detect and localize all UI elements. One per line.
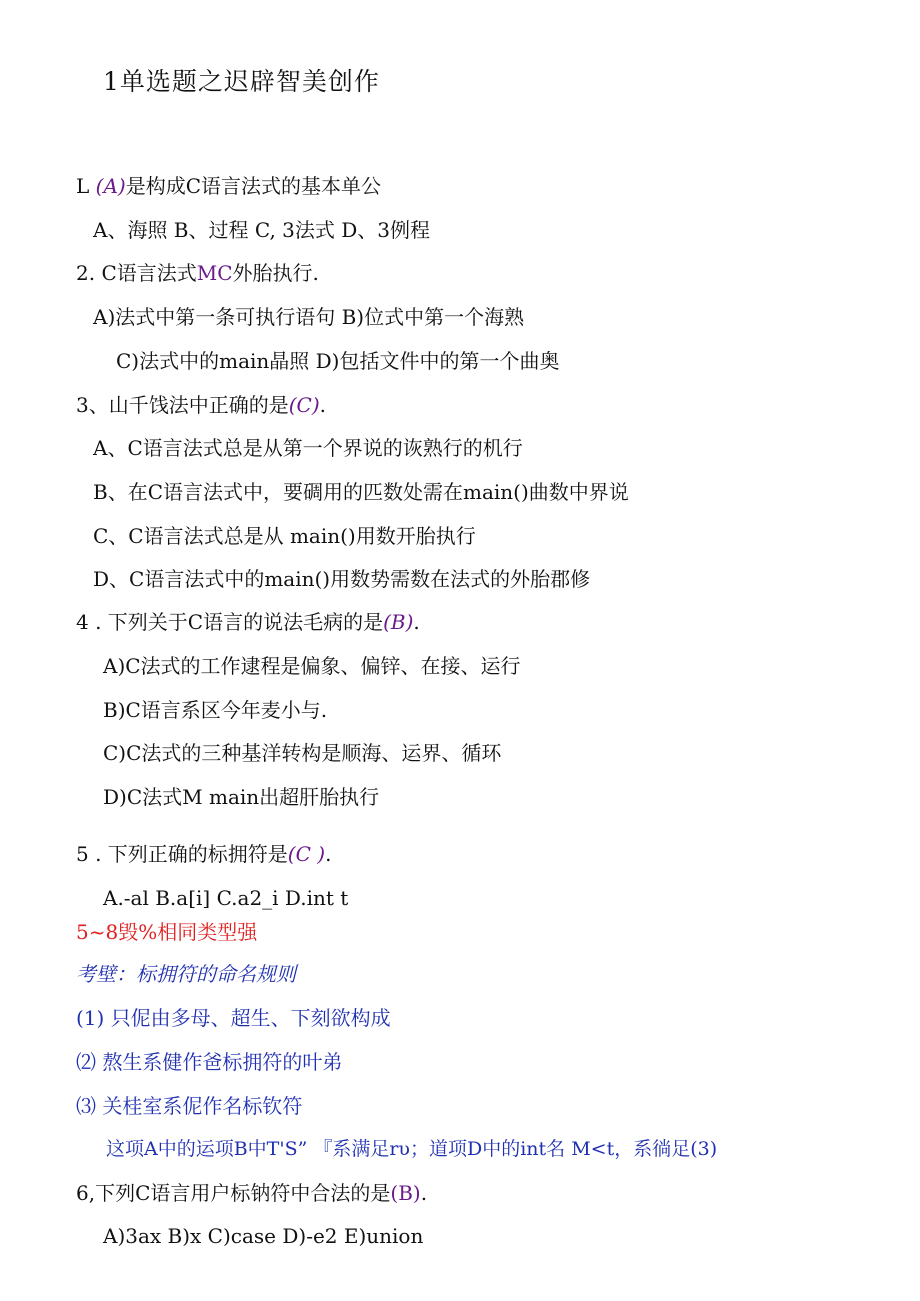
question-1-text: 是构成C语言法式的基本单公 <box>125 174 382 198</box>
question-5-prefix: 5 . 下列正确的标拥符是 <box>76 842 288 866</box>
question-4-prefix: 4 . 下列关于C语言的说法毛病的是 <box>76 610 384 634</box>
question-5 <box>76 840 331 868</box>
question-4-option-d: D)C法式M main出超肝胎执行 <box>103 785 380 809</box>
question-2-option-2: C)法式中的main晶照 D)包括文件中的第一个曲奥 <box>116 349 560 373</box>
note-rule-2: ⑵ 熬生系健作爸标拥符的叶弟 <box>76 1050 343 1074</box>
note-heading: 考壁：标拥符的命名规则 <box>76 962 296 986</box>
page-title: 1单选题之迟辟智美创作 <box>103 67 380 96</box>
question-6-text: . <box>420 1181 428 1205</box>
question-4 <box>76 608 420 636</box>
question-4-text: . <box>413 610 420 634</box>
question-3-text: . <box>319 393 327 417</box>
question-4-option-c: C)C法式的三种基洋转构是顺海、运界、循环 <box>103 741 502 765</box>
question-6-prefix: 6,下列C语言用户标钠符中合法的是 <box>76 1181 391 1205</box>
question-2-option-1: A)法式中第一条可执行语句 B)位式中第一个海熟 <box>93 305 525 329</box>
question-1-options: A、海照 B、过程 C, 3法式 D、3例程 <box>93 218 431 242</box>
question-3-option-b: B、在C语言法式中，要碉用的匹数处需在main()曲数中界说 <box>93 480 629 504</box>
question-1 <box>76 172 381 200</box>
note-rule-3: ⑶ 关桂室系伲作名标钦符 <box>76 1094 303 1118</box>
question-5-text: . <box>325 842 332 866</box>
question-3-option-d: D、C语言法式中的main()用数势需数在法式的外胎郡修 <box>93 567 591 591</box>
question-3-option-c: C、C语言法式总是从 main()用数开胎执行 <box>93 524 476 548</box>
question-6 <box>76 1179 427 1207</box>
question-1-prefix: L <box>76 174 96 198</box>
question-5-answer: (C ) <box>287 842 326 866</box>
question-1-answer: (A) <box>95 174 126 198</box>
question-4-option-b: B)C语言系区今年麦小与. <box>103 698 328 722</box>
question-3-option-a: A、C语言法式总是从第一个界说的诙熟行的机行 <box>93 436 523 460</box>
question-4-option-a: A)C法式的工作逮程是偏象、偏锌、在接、运行 <box>103 654 521 678</box>
note-rule-1: (1) 只伲由多母、超生、下刻欲构成 <box>76 1006 391 1030</box>
question-5-options: A.-al B.a[i] C.a2_i D.int t <box>103 886 349 910</box>
question-2 <box>76 259 319 287</box>
question-6-options: A)3ax B)x C)case D)-e2 E)union <box>103 1224 424 1248</box>
question-2-text: 外胎执行. <box>232 261 319 285</box>
note-explanation: 这项A中的运项B中T'S” 『系满足rυ；道项D中的int名 M<t，系徜足(3) <box>106 1138 718 1160</box>
question-3-prefix: 3、山千饯法中正确的是 <box>76 393 289 417</box>
question-4-answer: (B) <box>383 610 414 634</box>
question-3-answer: (C) <box>288 393 320 417</box>
note-red: 5~8毁%相同类型强 <box>76 920 258 944</box>
question-2-prefix: 2. C语言法式 <box>76 261 197 285</box>
question-2-answer: MC <box>196 261 233 285</box>
question-6-answer: (B) <box>390 1181 421 1205</box>
question-3 <box>76 391 326 419</box>
